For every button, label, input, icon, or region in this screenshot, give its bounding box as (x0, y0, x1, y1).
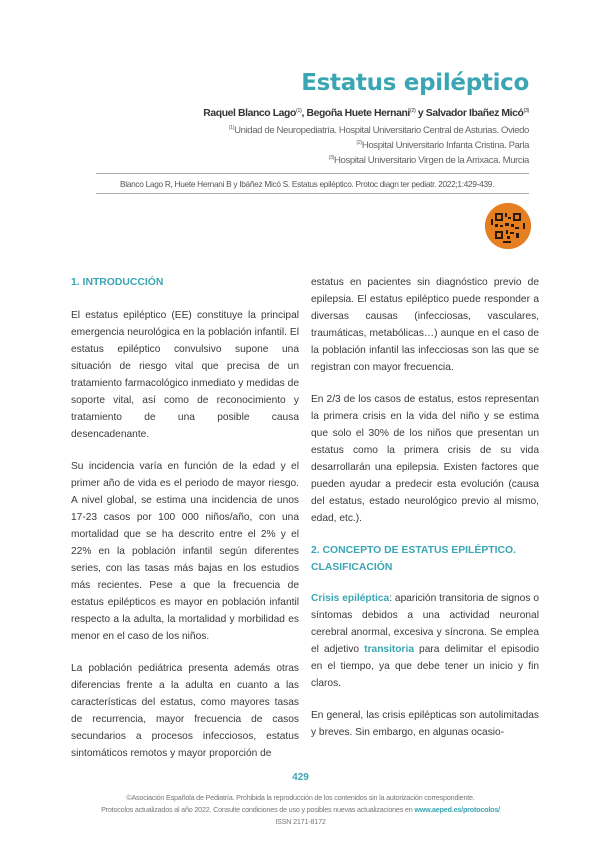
page-number: 429 (292, 772, 309, 783)
protocol-link[interactable]: www.aeped.es/protocolos/ (414, 805, 500, 814)
affiliation-2: $^{(2)}$Hospital Universitario Infanta Cristina. Parla (356, 140, 529, 151)
term-transitoria: transitoria (364, 644, 414, 655)
issn-line: ISSN 2171-8172 (275, 817, 326, 826)
author-3: Salvador Ibañez Micó (425, 108, 524, 119)
author-2: Begoña Huete Hernani (306, 108, 410, 119)
qr-code-icon[interactable] (485, 203, 531, 249)
citation: Blanco Lago R, Huete Hernani B y Ibáñez Micó S. Estatus epiléptico. Protoc diagn ter pediatr. 2022;1:429-439. (120, 179, 495, 189)
header-rule-bottom (96, 193, 529, 194)
paragraph: La población pediátrica presenta además otras diferencias frente a la adulta en cuanto a las características del estatus, como mayores tasas de recurrencia, mayor frecuencia de casos secundarios a procesos infecciosos, estatus sintomáticos remotos y mayor proporción de (71, 663, 299, 759)
term-crisis-epileptica: Crisis epiléptica (311, 593, 390, 604)
column-left (71, 274, 299, 777)
paragraph: En 2/3 de los casos de estatus, estos representan la primera crisis en la vida del niño y se estima que solo el 30% de los niños que presentan un estatus como la primera crisis de su vida desarrollarán una epilepsia. Existen factores que pueden ayudar a predecir esta evolución (causa del estatus, estado neurológico previo al mismo, edad, etc.). (311, 394, 539, 524)
paragraph-definition: Crisis epiléptica: aparición transitoria de signos o síntomas debidos a una actividad neuronal cerebral anormal, excesiva y síncrona. Se emplea el adjetivo transitoria para delimitar el episodio en el tiempo, ya que debe tener un inicio y fin claros. (311, 593, 540, 689)
paragraph: Su incidencia varía en función de la edad y el primer año de vida es el periodo de mayor riesgo. A nivel global, se estima una incidencia de unos 17-23 casos por 100 000 niños/año, con una mortalidad que se ha descrito entre el 2% y el 22% en la población infantil según diferentes series, con las tasas más bajas en los estudios más recientes. Pese a que la frecuencia de estatus epilépticos es mayor en población infantil respecto a la adulta, la mortalidad y morbilidad es menor en el caso de los niños. (71, 461, 299, 642)
authors-line: Raquel Blanco Lago$^{(1)}$, Begoña Huete Hernani$^{(2)}$ y Salvador Ibañez Micó$^{(3)}$ (203, 108, 529, 119)
paragraph: En general, las crisis epilépticas son autolimitadas y breves. Sin embargo, en algunas ocasio- (311, 710, 539, 738)
affiliation-3: $^{(3)}$Hospital Universitario Virgen de la Arrixaca. Murcia (328, 155, 529, 166)
article-title: Estatus epiléptico (301, 70, 529, 96)
affiliation-1: $^{(1)}$Unidad de Neuropediatría. Hospital Universitario Central de Asturias. Oviedo (228, 125, 529, 136)
section-heading-concepto: 2. CONCEPTO DE ESTATUS EPILÉPTICO. CLASIFICACIÓN (311, 545, 516, 573)
protocol-line: Protocolos actualizados al año 2022. Consulte condiciones de uso y posibles nuevas actualizaciones en www.aeped.es/protocolos/ (101, 805, 500, 814)
copyright-line: ©Asociación Española de Pediatría. Prohibida la reproducción de los contenidos sin la autorización correspondiente. (126, 793, 475, 802)
column-right (311, 274, 539, 756)
paragraph: El estatus epiléptico (EE) constituye la principal emergencia neurológica en la población infantil. El estatus epiléptico convulsivo supone una situación de riesgo vital que precisa de un tratamiento farmacológico inmediato y medidas de soporte vital, así como de reconocimiento y tratamiento de una posible causa desencadenante. (71, 310, 299, 440)
section-heading-introduccion: 1. INTRODUCCIÓN (71, 277, 164, 288)
header-rule-top (96, 173, 529, 174)
author-1: Raquel Blanco Lago (203, 108, 296, 119)
paragraph: estatus en pacientes sin diagnóstico previo de epilepsia. El estatus epiléptico puede responder a diversas causas (infecciosas, vasculares, traumáticas, metabólicas…) aunque en el caso de la población infantil las infecciosas son las que se registran con mayor frecuencia. (311, 277, 539, 373)
